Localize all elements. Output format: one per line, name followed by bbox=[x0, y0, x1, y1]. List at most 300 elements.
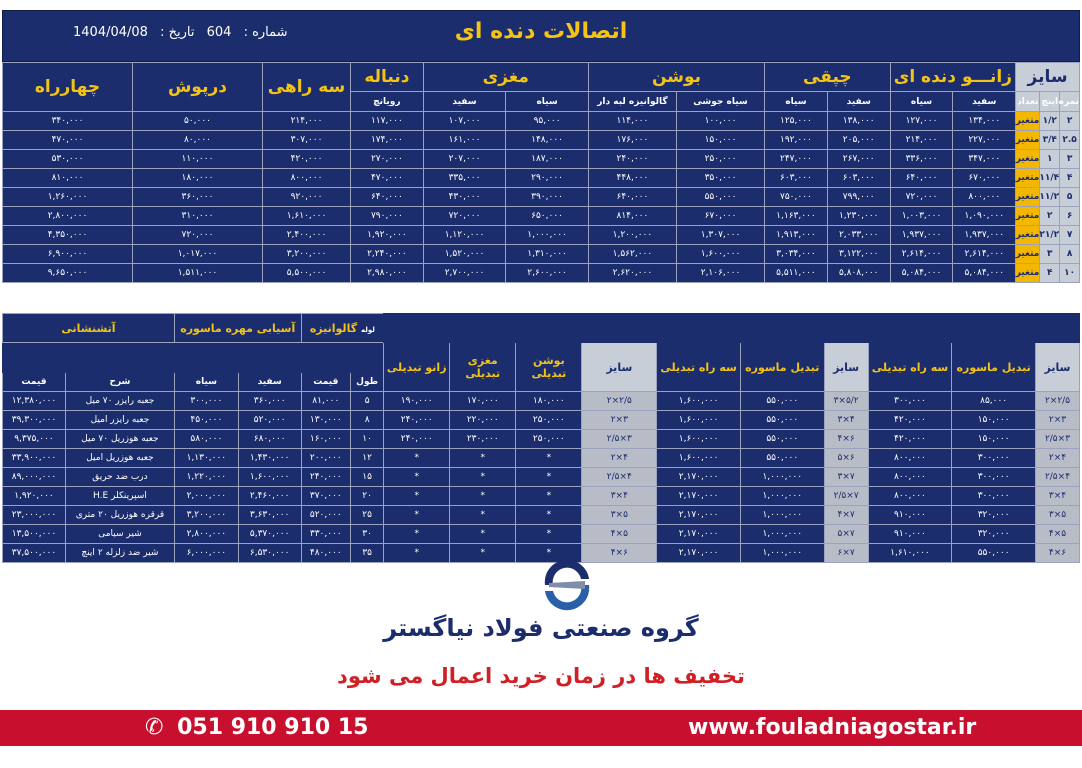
table-row bbox=[3, 487, 1080, 506]
table-cell: ۱۴۸,۰۰۰ bbox=[506, 131, 589, 150]
table-cell: ۵,۰۸۴,۰۰۰ bbox=[953, 264, 1016, 283]
table-cell: ۸۱۰,۰۰۰ bbox=[3, 169, 133, 188]
table-cell: ۲۴۰,۰۰۰ bbox=[301, 468, 351, 487]
table-cell: ۷۲۰,۰۰۰ bbox=[423, 207, 506, 226]
table-cell: ۳۳۵,۰۰۰ bbox=[423, 169, 506, 188]
table-cell: درب ضد حریق bbox=[65, 468, 174, 487]
table-cell: ۶۷۰,۰۰۰ bbox=[676, 207, 764, 226]
website-link[interactable]: www.fouladniagostar.ir bbox=[688, 715, 977, 740]
table-cell: ۱,۲۶۰,۰۰۰ bbox=[3, 188, 133, 207]
table-cell: ۲۳۰,۰۰۰ bbox=[450, 430, 516, 449]
table-cell: ۵۸۰,۰۰۰ bbox=[174, 430, 238, 449]
table-cell: ۴۲۰,۰۰۰ bbox=[262, 150, 350, 169]
table-cell: ۲/۵×۲ bbox=[1035, 392, 1079, 411]
table-cell: جعبه رایزر ۷۰ میل bbox=[65, 392, 174, 411]
discount-note: تخفیف ها در زمان خرید اعمال می شود bbox=[337, 664, 745, 688]
table-cell: ۳۴۰,۰۰۰ bbox=[3, 112, 133, 131]
table-cell: ۲۰ bbox=[351, 487, 384, 506]
table-cell: ۶×۴ bbox=[1035, 544, 1079, 563]
table-cell: ۴×۳ bbox=[824, 411, 868, 430]
table-cell: ۲۴۷,۰۰۰ bbox=[765, 150, 828, 169]
table-cell: ۱۱۷,۰۰۰ bbox=[351, 112, 424, 131]
fittings-table bbox=[2, 62, 1080, 283]
table-cell: ۲.۵ bbox=[1060, 131, 1080, 150]
table-cell: ۶,۹۰۰,۰۰۰ bbox=[3, 245, 133, 264]
table-cell: ۱,۹۳۷,۰۰۰ bbox=[953, 226, 1016, 245]
table-cell: ۲,۴۰۰,۰۰۰ bbox=[262, 226, 350, 245]
table-cell: ۲۶۷,۰۰۰ bbox=[827, 150, 890, 169]
table-cell: ۱۰۷,۰۰۰ bbox=[423, 112, 506, 131]
table-cell: ۱,۵۲۰,۰۰۰ bbox=[423, 245, 506, 264]
reducers-table bbox=[2, 313, 1080, 563]
table-cell: ۱,۶۱۰,۰۰۰ bbox=[868, 544, 952, 563]
table-cell: ۸۱,۰۰۰ bbox=[301, 392, 351, 411]
table-cell: متغیر bbox=[1016, 226, 1040, 245]
table-cell: ۱۰ bbox=[1060, 264, 1080, 283]
header-spacer bbox=[3, 343, 384, 373]
table-cell: ۳۲۰,۰۰۰ bbox=[952, 525, 1036, 544]
subhead-number: نمره bbox=[1060, 92, 1080, 112]
table-cell: ۶,۵۳۰,۰۰۰ bbox=[238, 544, 301, 563]
table-cell: ۸۹,۰۰۰,۰۰۰ bbox=[3, 468, 66, 487]
subhead-price: قیمت bbox=[3, 373, 66, 392]
table-cell: ۱,۶۰۰,۰۰۰ bbox=[657, 411, 741, 430]
table-cell: ۳۵ bbox=[351, 544, 384, 563]
company-logo bbox=[539, 559, 595, 611]
table-cell: ۶×۵ bbox=[824, 449, 868, 468]
table-cell: ۱,۹۲۰,۰۰۰ bbox=[351, 226, 424, 245]
table-cell: ۵۲۰,۰۰۰ bbox=[301, 506, 351, 525]
fittings-price-table bbox=[2, 10, 1080, 283]
subhead-price: قیمت bbox=[301, 373, 351, 392]
phone-text: 051 910 910 15 bbox=[177, 715, 369, 740]
table-cell: ۷×۲/۵ bbox=[824, 487, 868, 506]
table-cell: ۱,۲۳۰,۰۰۰ bbox=[827, 207, 890, 226]
table-cell: ۲,۲۴۰,۰۰۰ bbox=[351, 245, 424, 264]
table-cell: ۳۵۰,۰۰۰ bbox=[676, 169, 764, 188]
number-value: 604 bbox=[206, 25, 232, 40]
table-cell: ۵۵۰,۰۰۰ bbox=[740, 411, 824, 430]
subhead-description: شرح bbox=[65, 373, 174, 392]
table-cell: ۳۰۰,۰۰۰ bbox=[868, 392, 952, 411]
table-cell: ۴۷۰,۰۰۰ bbox=[3, 131, 133, 150]
table-cell: ۲۳,۰۰۰,۰۰۰ bbox=[3, 506, 66, 525]
table-cell: ۵×۳ bbox=[1035, 506, 1079, 525]
table-cell: ۲۱۴,۰۰۰ bbox=[890, 131, 953, 150]
table-cell: ۹۵,۰۰۰ bbox=[506, 112, 589, 131]
table-cell: متغیر bbox=[1016, 169, 1040, 188]
table-cell: ۱۹۲,۰۰۰ bbox=[765, 131, 828, 150]
table-cell: ۲۷۰,۰۰۰ bbox=[351, 150, 424, 169]
table-cell: ۳۶۰,۰۰۰ bbox=[133, 188, 263, 207]
table-cell: ۱۱۴,۰۰۰ bbox=[588, 112, 676, 131]
table-row bbox=[3, 392, 1080, 411]
table-cell: ۴×۲ bbox=[1035, 449, 1079, 468]
table-cell: ۸۰۰,۰۰۰ bbox=[868, 449, 952, 468]
table-cell: ۹۲۰,۰۰۰ bbox=[262, 188, 350, 207]
table-cell: ۵۵۰,۰۰۰ bbox=[740, 392, 824, 411]
table-cell: ۳۶۰,۰۰۰ bbox=[238, 392, 301, 411]
table-cell: ۱۳۴,۰۰۰ bbox=[953, 112, 1016, 131]
table-cell: ۶,۰۰۰,۰۰۰ bbox=[174, 544, 238, 563]
table-cell: ۳۰۰,۰۰۰ bbox=[952, 487, 1036, 506]
table-cell: ۵۵۰,۰۰۰ bbox=[740, 430, 824, 449]
table-cell: ۱۸۰,۰۰۰ bbox=[133, 169, 263, 188]
table-row bbox=[3, 226, 1080, 245]
header-filler bbox=[384, 314, 1080, 343]
table-cell: ۲,۱۷۰,۰۰۰ bbox=[657, 506, 741, 525]
table-cell: متغیر bbox=[1016, 207, 1040, 226]
table-cell: ۳۹۰,۰۰۰ bbox=[506, 188, 589, 207]
table-cell: ۵۵۰,۰۰۰ bbox=[676, 188, 764, 207]
table-cell: ۹,۳۷۵,۰۰۰ bbox=[3, 430, 66, 449]
table-row bbox=[3, 150, 1080, 169]
table-cell: ۷۲۰,۰۰۰ bbox=[133, 226, 263, 245]
reducers-table-body bbox=[3, 392, 1080, 563]
table-cell: ۸۱۴,۰۰۰ bbox=[588, 207, 676, 226]
table-cell: ۷ bbox=[1060, 226, 1080, 245]
table-cell: ۲۵۰,۰۰۰ bbox=[676, 150, 764, 169]
table-cell: ۴۴۸,۰۰۰ bbox=[588, 169, 676, 188]
reducers-price-table bbox=[2, 313, 1080, 563]
table-cell: ۵۲۰,۰۰۰ bbox=[238, 411, 301, 430]
col-cross: چهارراه bbox=[3, 63, 133, 112]
col-size: سایز bbox=[1016, 63, 1080, 92]
table-cell: ۶×۴ bbox=[824, 430, 868, 449]
galv-label: گالوانیزه bbox=[309, 321, 358, 335]
table-cell: ۸ bbox=[1060, 245, 1080, 264]
table-cell: ۲/۵×۲ bbox=[582, 392, 657, 411]
table-cell: ۲۲۷,۰۰۰ bbox=[953, 131, 1016, 150]
table-cell: ۲۵۰,۰۰۰ bbox=[516, 430, 582, 449]
table-cell: * bbox=[450, 487, 516, 506]
table-cell: ۱,۱۲۰,۰۰۰ bbox=[423, 226, 506, 245]
table-cell: ۲,۱۷۰,۰۰۰ bbox=[657, 544, 741, 563]
page-title: اتصالات دنده ای bbox=[454, 19, 628, 44]
subhead-white: سفید bbox=[238, 373, 301, 392]
table-cell: ۱۸۰,۰۰۰ bbox=[516, 392, 582, 411]
table-cell: متغیر bbox=[1016, 131, 1040, 150]
table-cell: ۵۵۰,۰۰۰ bbox=[740, 449, 824, 468]
table-cell: ۷×۴ bbox=[824, 506, 868, 525]
table-cell: ۴ bbox=[1040, 264, 1060, 283]
col-tee-reducer-2: سه راه تبدیلی bbox=[657, 343, 741, 392]
table-cell: ۱,۲۲۰,۰۰۰ bbox=[174, 468, 238, 487]
table-cell: ۳۳,۹۰۰,۰۰۰ bbox=[3, 449, 66, 468]
table-cell: ۳۰۰,۰۰۰ bbox=[952, 449, 1036, 468]
table-cell: ۲,۶۲۰,۰۰۰ bbox=[588, 264, 676, 283]
table-cell: ۲,۱۷۰,۰۰۰ bbox=[657, 525, 741, 544]
table-cell: ۱,۳۰۷,۰۰۰ bbox=[676, 226, 764, 245]
table-cell: ۴×۳ bbox=[1035, 487, 1079, 506]
table-cell: ۲۹۰,۰۰۰ bbox=[506, 169, 589, 188]
table-cell: ۴×۳ bbox=[582, 487, 657, 506]
table-cell: ۷×۵ bbox=[824, 525, 868, 544]
table-cell: ۲۰۰,۰۰۰ bbox=[301, 449, 351, 468]
table-cell: ۶۰۳,۰۰۰ bbox=[827, 169, 890, 188]
col-nipple-reducer: مغزی تبدیلی bbox=[450, 343, 516, 392]
subhead-black-welded: سیاه جوشی bbox=[676, 92, 764, 112]
table-cell: ۵×۴ bbox=[1035, 525, 1079, 544]
table-cell: * bbox=[516, 487, 582, 506]
col-union-reducer-1: تبدیل ماسوره bbox=[952, 343, 1036, 392]
table-cell: ۳,۱۲۲,۰۰۰ bbox=[827, 245, 890, 264]
table-cell: ۲,۴۶۰,۰۰۰ bbox=[238, 487, 301, 506]
subhead-thread: رویانچ bbox=[351, 92, 424, 112]
table-cell: ۱,۹۳۷,۰۰۰ bbox=[890, 226, 953, 245]
col-size-3: سایز bbox=[582, 343, 657, 392]
col-chapghi: چپقی bbox=[765, 63, 891, 92]
table-cell: ۳×۲ bbox=[1035, 411, 1079, 430]
table-cell: ۱۱/۴ bbox=[1040, 169, 1060, 188]
galv-prefix: لوله bbox=[360, 325, 375, 334]
table-cell: ۱,۶۰۰,۰۰۰ bbox=[657, 392, 741, 411]
subhead-black: سیاه bbox=[765, 92, 828, 112]
table-cell: ۳۴۷,۰۰۰ bbox=[953, 150, 1016, 169]
table-cell: ۲۵ bbox=[351, 506, 384, 525]
table-cell: جعبه هوزریل ۷۰ میل bbox=[65, 430, 174, 449]
table-cell: ۳۹,۳۰۰,۰۰۰ bbox=[3, 411, 66, 430]
table-cell: ۷۲۰,۰۰۰ bbox=[890, 188, 953, 207]
table-cell: ۲۵۰,۰۰۰ bbox=[516, 411, 582, 430]
table-cell: ۸۰۰,۰۰۰ bbox=[262, 169, 350, 188]
table-row bbox=[3, 449, 1080, 468]
table-cell: قرقره هوزریل ۲۰ متری bbox=[65, 506, 174, 525]
table-cell: ۷×۳ bbox=[824, 468, 868, 487]
table-cell: جعبه هوزریل امیل bbox=[65, 449, 174, 468]
col-bushing-reducer: بوشن تبدیلی bbox=[516, 343, 582, 392]
table-cell: ۶۴۰,۰۰۰ bbox=[890, 169, 953, 188]
table-cell: * bbox=[516, 468, 582, 487]
table-cell: ۶۷۰,۰۰۰ bbox=[953, 169, 1016, 188]
table-cell: ۱۲ bbox=[351, 449, 384, 468]
table-cell: ۹۱۰,۰۰۰ bbox=[868, 525, 952, 544]
table-cell: * bbox=[384, 468, 450, 487]
table-row bbox=[3, 207, 1080, 226]
table-cell: ۳,۶۳۰,۰۰۰ bbox=[238, 506, 301, 525]
company-name: گروه صنعتی فولاد نیاگستر bbox=[383, 614, 699, 642]
table-cell: * bbox=[384, 506, 450, 525]
table-cell: ۶۸۰,۰۰۰ bbox=[238, 430, 301, 449]
table-cell: ۱۵۰,۰۰۰ bbox=[676, 131, 764, 150]
table-cell: ۳۱۰,۰۰۰ bbox=[133, 207, 263, 226]
table-cell: ۴ bbox=[1060, 169, 1080, 188]
table-cell: ۶ bbox=[1060, 207, 1080, 226]
table-cell: شیر سیامی bbox=[65, 525, 174, 544]
table-row bbox=[3, 264, 1080, 283]
table-cell: ۱,۱۳۰,۰۰۰ bbox=[174, 449, 238, 468]
table-cell: ۴,۳۵۰,۰۰۰ bbox=[3, 226, 133, 245]
table-cell: ۵۰,۰۰۰ bbox=[133, 112, 263, 131]
table-cell: ۲,۶۱۴,۰۰۰ bbox=[953, 245, 1016, 264]
table-cell: ۷۵۰,۰۰۰ bbox=[765, 188, 828, 207]
table-cell: ۱,۹۲۰,۰۰۰ bbox=[3, 487, 66, 506]
subhead-inch: اینچ bbox=[1040, 92, 1060, 112]
table-cell: ۳,۰۳۴,۰۰۰ bbox=[765, 245, 828, 264]
table-cell: ۱۰ bbox=[351, 430, 384, 449]
phone-number[interactable] bbox=[145, 715, 368, 740]
table-cell: ۱۱/۲ bbox=[1040, 188, 1060, 207]
table-cell: ۳۳۰,۰۰۰ bbox=[301, 525, 351, 544]
table-cell: ۱,۶۰۰,۰۰۰ bbox=[676, 245, 764, 264]
table-cell: ۸۰,۰۰۰ bbox=[133, 131, 263, 150]
table-cell: ۲۱/۲ bbox=[1040, 226, 1060, 245]
table-cell: ۵۳۰,۰۰۰ bbox=[3, 150, 133, 169]
table-cell: ۲,۱۷۰,۰۰۰ bbox=[657, 468, 741, 487]
table-cell: ۳۷۰,۰۰۰ bbox=[301, 487, 351, 506]
table-cell: ۵×۴ bbox=[582, 525, 657, 544]
table-cell: ۴۲۰,۰۰۰ bbox=[868, 411, 952, 430]
col-fire-fighting: آتشنشانی bbox=[3, 314, 175, 343]
date-label: تاریخ : bbox=[160, 25, 195, 40]
table-cell: ۱۳۸,۰۰۰ bbox=[827, 112, 890, 131]
table-cell: ۳۰۰,۰۰۰ bbox=[952, 468, 1036, 487]
table-cell: ۲ bbox=[1040, 207, 1060, 226]
table-cell: * bbox=[450, 449, 516, 468]
table-cell: ۲,۹۸۰,۰۰۰ bbox=[351, 264, 424, 283]
table-cell: ۱,۰۰۳,۰۰۰ bbox=[890, 207, 953, 226]
table-cell: * bbox=[450, 506, 516, 525]
col-cap: درپوش bbox=[133, 63, 263, 112]
footer-bar bbox=[0, 710, 1082, 746]
table-cell: ۱۵۰,۰۰۰ bbox=[952, 430, 1036, 449]
table-cell: ۱,۲۰۰,۰۰۰ bbox=[588, 226, 676, 245]
table-cell: ۱,۰۰۰,۰۰۰ bbox=[506, 226, 589, 245]
table-cell: ۸۰۰,۰۰۰ bbox=[953, 188, 1016, 207]
table-cell: ۱۳۰,۰۰۰ bbox=[301, 411, 351, 430]
table-row bbox=[3, 525, 1080, 544]
table-row bbox=[3, 506, 1080, 525]
table-cell: ۴۵۰,۰۰۰ bbox=[174, 411, 238, 430]
table-cell: متغیر bbox=[1016, 150, 1040, 169]
subhead-black: سیاه bbox=[174, 373, 238, 392]
table-cell: ۱۷۰,۰۰۰ bbox=[450, 392, 516, 411]
table-cell: متغیر bbox=[1016, 264, 1040, 283]
table-cell: ۲,۸۰۰,۰۰۰ bbox=[174, 525, 238, 544]
table-cell: * bbox=[384, 525, 450, 544]
table-cell: ۱,۱۶۳,۰۰۰ bbox=[765, 207, 828, 226]
table-cell: ۵,۵۰۰,۰۰۰ bbox=[262, 264, 350, 283]
table-row bbox=[3, 131, 1080, 150]
subhead-count: تعداد bbox=[1016, 92, 1040, 112]
table-cell: ۱,۹۱۳,۰۰۰ bbox=[765, 226, 828, 245]
table-cell: ۱,۵۶۲,۰۰۰ bbox=[588, 245, 676, 264]
table-cell: شیر ضد زلزله ۲ اینچ bbox=[65, 544, 174, 563]
table-row bbox=[3, 112, 1080, 131]
table-cell: ۴۸۰,۰۰۰ bbox=[301, 544, 351, 563]
table-cell: ۸۰۰,۰۰۰ bbox=[868, 468, 952, 487]
col-size-2: سایز bbox=[824, 343, 868, 392]
table-cell: ۵ bbox=[1060, 188, 1080, 207]
table-cell: ۳ bbox=[1040, 245, 1060, 264]
table-cell: ۱,۰۰۰,۰۰۰ bbox=[740, 487, 824, 506]
table-cell: متغیر bbox=[1016, 245, 1040, 264]
table-cell: ۳۲۰,۰۰۰ bbox=[952, 506, 1036, 525]
table-cell: ۶۰۳,۰۰۰ bbox=[765, 169, 828, 188]
table-cell: ۵×۳ bbox=[582, 506, 657, 525]
table-cell: ۱۷۴,۰۰۰ bbox=[351, 131, 424, 150]
table-cell: ۶۴۰,۰۰۰ bbox=[351, 188, 424, 207]
table-cell: * bbox=[516, 449, 582, 468]
table-cell: ۷×۶ bbox=[824, 544, 868, 563]
table-cell: ۳,۲۰۰,۰۰۰ bbox=[174, 506, 238, 525]
table-cell: ۵,۳۷۰,۰۰۰ bbox=[238, 525, 301, 544]
table-cell: ۳ bbox=[1060, 150, 1080, 169]
table-cell: ۹,۶۵۰,۰۰۰ bbox=[3, 264, 133, 283]
table-cell: ۱,۳۱۰,۰۰۰ bbox=[506, 245, 589, 264]
table-cell: ۱۲۵,۰۰۰ bbox=[765, 112, 828, 131]
table-cell: ۱ bbox=[1040, 150, 1060, 169]
table-cell: ۴×۲ bbox=[582, 449, 657, 468]
table-cell: ۵ bbox=[351, 392, 384, 411]
table-row bbox=[3, 468, 1080, 487]
table-cell: ۱۷۶,۰۰۰ bbox=[588, 131, 676, 150]
table-cell: ۶۴۰,۰۰۰ bbox=[588, 188, 676, 207]
table-cell: ۲,۸۰۰,۰۰۰ bbox=[3, 207, 133, 226]
col-tee-reducer-1: سه راه تبدیلی bbox=[868, 343, 952, 392]
table-cell: ۱,۵۱۱,۰۰۰ bbox=[133, 264, 263, 283]
table-cell: ۱۱۰,۰۰۰ bbox=[133, 150, 263, 169]
table-cell: ۲۴۰,۰۰۰ bbox=[384, 411, 450, 430]
table-cell: ۱۵ bbox=[351, 468, 384, 487]
subhead-white: سفید bbox=[953, 92, 1016, 112]
number-label: شماره : bbox=[243, 25, 288, 40]
table-cell: * bbox=[384, 544, 450, 563]
subhead-black: سیاه bbox=[890, 92, 953, 112]
table-cell: ۸۵,۰۰۰ bbox=[952, 392, 1036, 411]
col-elbow-reducer: زانو تبدیلی bbox=[384, 343, 450, 392]
table-cell: ۹۱۰,۰۰۰ bbox=[868, 506, 952, 525]
table-cell: ۱۹۰,۰۰۰ bbox=[384, 392, 450, 411]
table-cell: متغیر bbox=[1016, 112, 1040, 131]
table-cell: ۱,۰۰۰,۰۰۰ bbox=[740, 544, 824, 563]
table-cell: ۱,۰۰۰,۰۰۰ bbox=[740, 468, 824, 487]
table-cell: متغیر bbox=[1016, 188, 1040, 207]
table-cell: ۱۰۰,۰۰۰ bbox=[676, 112, 764, 131]
col-union-reducer-2: تبدیل ماسوره bbox=[740, 343, 824, 392]
table-cell: ۵,۵۱۱,۰۰۰ bbox=[765, 264, 828, 283]
table-cell: ۶×۴ bbox=[582, 544, 657, 563]
table-cell: ۲,۰۳۳,۰۰۰ bbox=[827, 226, 890, 245]
col-grinder-nut: آسیابی مهره ماسوره bbox=[174, 314, 301, 343]
table-cell: ۳×۲/۵ bbox=[582, 430, 657, 449]
table-row bbox=[3, 169, 1080, 188]
table-cell: ۶۵۰,۰۰۰ bbox=[506, 207, 589, 226]
table-cell: ۲۰۷,۰۰۰ bbox=[423, 150, 506, 169]
table-cell: ۵,۰۸۴,۰۰۰ bbox=[890, 264, 953, 283]
table-cell: ۳۰۷,۰۰۰ bbox=[262, 131, 350, 150]
table-row bbox=[3, 430, 1080, 449]
table-cell: * bbox=[450, 544, 516, 563]
table-cell: ۱۲۷,۰۰۰ bbox=[890, 112, 953, 131]
table-cell: ۲,۷۰۰,۰۰۰ bbox=[423, 264, 506, 283]
table-cell: ۷۹۰,۰۰۰ bbox=[351, 207, 424, 226]
table-cell: ۲۱۴,۰۰۰ bbox=[262, 112, 350, 131]
table-cell: ۳۷,۵۰۰,۰۰۰ bbox=[3, 544, 66, 563]
table-cell: ۱۲,۳۸۰,۰۰۰ bbox=[3, 392, 66, 411]
table-cell: * bbox=[516, 544, 582, 563]
table-cell: جعبه رایزر امیل bbox=[65, 411, 174, 430]
table-cell: * bbox=[384, 449, 450, 468]
table-cell: ۱۸۷,۰۰۰ bbox=[506, 150, 589, 169]
table-cell: ۱,۶۱۰,۰۰۰ bbox=[262, 207, 350, 226]
table-cell: ۲,۱۰۶,۰۰۰ bbox=[676, 264, 764, 283]
table-cell: ۱۶۱,۰۰۰ bbox=[423, 131, 506, 150]
document-meta bbox=[69, 25, 292, 40]
col-size-1: سایز bbox=[1035, 343, 1079, 392]
table-cell: ۵,۸۰۸,۰۰۰ bbox=[827, 264, 890, 283]
col-tee: سه راهی bbox=[262, 63, 350, 112]
